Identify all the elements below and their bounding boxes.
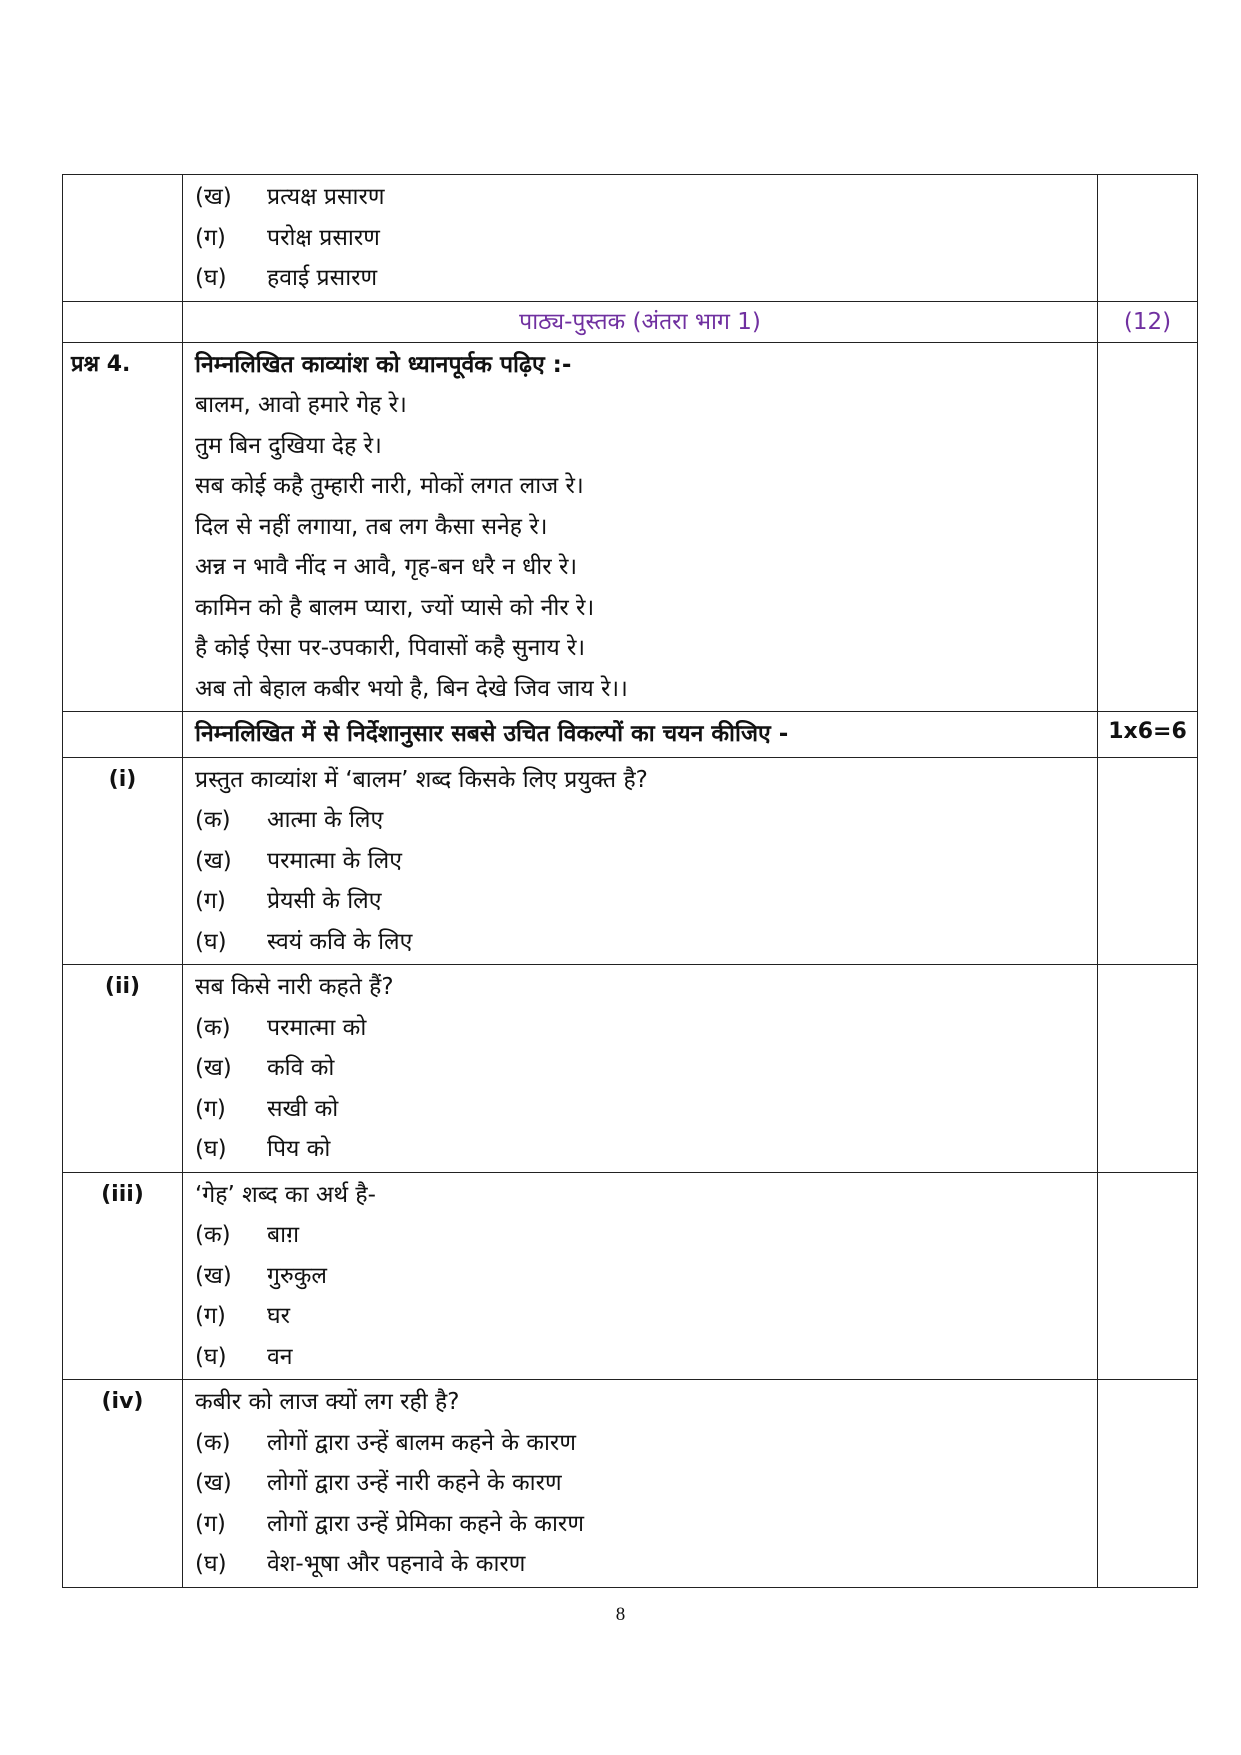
qnum-cell bbox=[63, 1380, 183, 1588]
qnum-cell bbox=[63, 712, 183, 758]
option-label: (क) bbox=[195, 1429, 231, 1456]
option-line bbox=[195, 218, 1097, 259]
question-cell bbox=[183, 757, 1098, 965]
option-text: वेश-भूषा और पहनावे के कारण bbox=[267, 1551, 526, 1577]
question-number: प्रश्न 4. bbox=[71, 351, 131, 377]
option-line bbox=[195, 1256, 1097, 1297]
mcq-marks-cell bbox=[1098, 712, 1198, 758]
option-text: परमात्मा के लिए bbox=[267, 847, 402, 874]
option-text: परोक्ष प्रसारण bbox=[267, 224, 380, 251]
question-number: (iv) bbox=[101, 1389, 144, 1414]
option-text: कवि को bbox=[267, 1055, 335, 1081]
question-table bbox=[62, 174, 1198, 1588]
option-line bbox=[195, 1544, 1097, 1585]
question-row bbox=[63, 1172, 1198, 1380]
mcq-instruction-cell bbox=[183, 712, 1098, 758]
option-label: (क) bbox=[195, 807, 231, 833]
qnum-cell bbox=[63, 757, 183, 965]
marks-cell bbox=[1098, 342, 1198, 712]
question-cell bbox=[183, 1380, 1098, 1588]
question-cell bbox=[183, 965, 1098, 1173]
section-marks: (12) bbox=[1123, 308, 1172, 335]
page-number: 8 bbox=[615, 1604, 626, 1625]
option-line bbox=[195, 922, 1097, 963]
option-label: (घ) bbox=[195, 1136, 227, 1162]
option-text: पिय को bbox=[267, 1136, 331, 1162]
option-label: (घ) bbox=[195, 1343, 227, 1370]
mcq-marks: 1x6=6 bbox=[1108, 719, 1187, 744]
option-label: (ख) bbox=[195, 1470, 232, 1496]
question-row bbox=[63, 1380, 1198, 1588]
option-label: (ख) bbox=[195, 1055, 232, 1081]
section-marks-cell bbox=[1098, 301, 1198, 342]
marks-cell bbox=[1098, 757, 1198, 965]
option-text: घर bbox=[267, 1303, 290, 1329]
option-label: (ग) bbox=[195, 224, 226, 251]
option-text: वन bbox=[267, 1343, 293, 1370]
option-text: परमात्मा को bbox=[267, 1014, 367, 1041]
option-label: (घ) bbox=[195, 265, 227, 291]
option-line bbox=[195, 841, 1097, 882]
qnum-cell bbox=[63, 965, 183, 1173]
marks-cell bbox=[1098, 965, 1198, 1173]
option-text: बाग़ bbox=[267, 1222, 300, 1248]
option-line bbox=[195, 1504, 1097, 1545]
option-text: प्रेयसी के लिए bbox=[267, 888, 382, 914]
option-text: गुरुकुल bbox=[267, 1262, 327, 1289]
poem-line: अन्न न भावै नींद न आवै, गृह-बन धरै न धीर रे। bbox=[195, 554, 578, 580]
option-label: (ग) bbox=[195, 888, 226, 914]
table-row bbox=[63, 175, 1198, 302]
section-title: पाठ्य-पुस्तक (अंतरा भाग 1) bbox=[519, 308, 761, 335]
question-number: (ii) bbox=[104, 974, 141, 999]
instruction: निम्नलिखित काव्यांश को ध्यानपूर्वक पढ़िए :- bbox=[195, 351, 572, 378]
option-label: (ख) bbox=[195, 1262, 232, 1289]
option-line bbox=[195, 1129, 1097, 1170]
section-title-cell bbox=[183, 301, 1098, 342]
question-cell bbox=[183, 1172, 1098, 1380]
option-line bbox=[195, 800, 1097, 841]
option-line bbox=[195, 881, 1097, 922]
option-label: (ख) bbox=[195, 847, 232, 874]
section-heading-row bbox=[63, 301, 1198, 342]
option-label: (घ) bbox=[195, 1551, 227, 1577]
poem-line: दिल से नहीं लगाया, तब लग कैसा सनेह रे। bbox=[195, 513, 548, 540]
option-text: लोगों द्वारा उन्हें प्रेमिका कहने के कारण bbox=[267, 1510, 584, 1537]
poem-line: बालम, आवो हमारे गेह रे। bbox=[195, 392, 407, 418]
qnum-cell bbox=[63, 342, 183, 712]
question-row bbox=[63, 965, 1198, 1173]
qnum-cell bbox=[63, 175, 183, 302]
option-text: स्वयं कवि के लिए bbox=[267, 928, 413, 955]
marks-cell bbox=[1098, 1380, 1198, 1588]
question-4-row bbox=[63, 342, 1198, 712]
question-text: प्रस्तुत काव्यांश में ‘बालम’ शब्द किसके लिए प्रयुक्त है? bbox=[195, 766, 648, 793]
option-line bbox=[195, 177, 1097, 218]
question-number: (iii) bbox=[101, 1181, 144, 1207]
poem-line: तुम बिन दुखिया देह रे। bbox=[195, 432, 382, 459]
question-text: सब किसे नारी कहते हैं? bbox=[195, 974, 394, 1000]
question-number: (i) bbox=[108, 766, 137, 792]
option-text: आत्मा के लिए bbox=[267, 807, 384, 833]
poem-line: सब कोई कहै तुम्हारी नारी, मोकों लगत लाज रे। bbox=[195, 473, 584, 499]
option-line bbox=[195, 1008, 1097, 1049]
option-label: (ग) bbox=[195, 1303, 226, 1329]
marks-cell bbox=[1098, 175, 1198, 302]
option-line bbox=[195, 1296, 1097, 1337]
question-text: ‘गेह’ शब्द का अर्थ है- bbox=[195, 1181, 376, 1208]
option-label: (ग) bbox=[195, 1510, 226, 1537]
option-text: सखी को bbox=[267, 1095, 339, 1122]
qnum-cell bbox=[63, 1172, 183, 1380]
option-line bbox=[195, 1048, 1097, 1089]
option-line bbox=[195, 1463, 1097, 1504]
question-text: कबीर को लाज क्यों लग रही है? bbox=[195, 1389, 460, 1415]
option-line bbox=[195, 1215, 1097, 1256]
question-row bbox=[63, 757, 1198, 965]
content-cell bbox=[183, 175, 1098, 302]
option-label: (ख) bbox=[195, 184, 232, 210]
option-text: प्रत्यक्ष प्रसारण bbox=[267, 184, 385, 210]
option-label: (क) bbox=[195, 1222, 231, 1248]
option-text: लोगों द्वारा उन्हें नारी कहने के कारण bbox=[267, 1470, 562, 1496]
option-label: (ग) bbox=[195, 1095, 226, 1122]
option-line bbox=[195, 258, 1097, 299]
poem-cell bbox=[183, 342, 1098, 712]
poem-line: अब तो बेहाल कबीर भयो है, बिन देखे जिव जाय रे।। bbox=[195, 675, 628, 702]
poem-line: है कोई ऐसा पर-उपकारी, पिवासों कहै सुनाय रे। bbox=[195, 635, 586, 661]
poem-line: कामिन को है बालम प्यारा, ज्यों प्यासे को नीर रे। bbox=[195, 594, 595, 621]
option-label: (घ) bbox=[195, 928, 227, 955]
option-text: लोगों द्वारा उन्हें बालम कहने के कारण bbox=[267, 1429, 576, 1456]
mcq-instruction: निम्नलिखित में से निर्देशानुसार सबसे उचित विकल्पों का चयन कीजिए - bbox=[195, 721, 789, 747]
option-text: हवाई प्रसारण bbox=[267, 265, 378, 291]
qnum-cell bbox=[63, 301, 183, 342]
option-line bbox=[195, 1337, 1097, 1378]
mcq-instruction-row bbox=[63, 712, 1198, 758]
marks-cell bbox=[1098, 1172, 1198, 1380]
option-label: (क) bbox=[195, 1014, 231, 1041]
option-line bbox=[195, 1089, 1097, 1130]
option-line bbox=[195, 1423, 1097, 1464]
